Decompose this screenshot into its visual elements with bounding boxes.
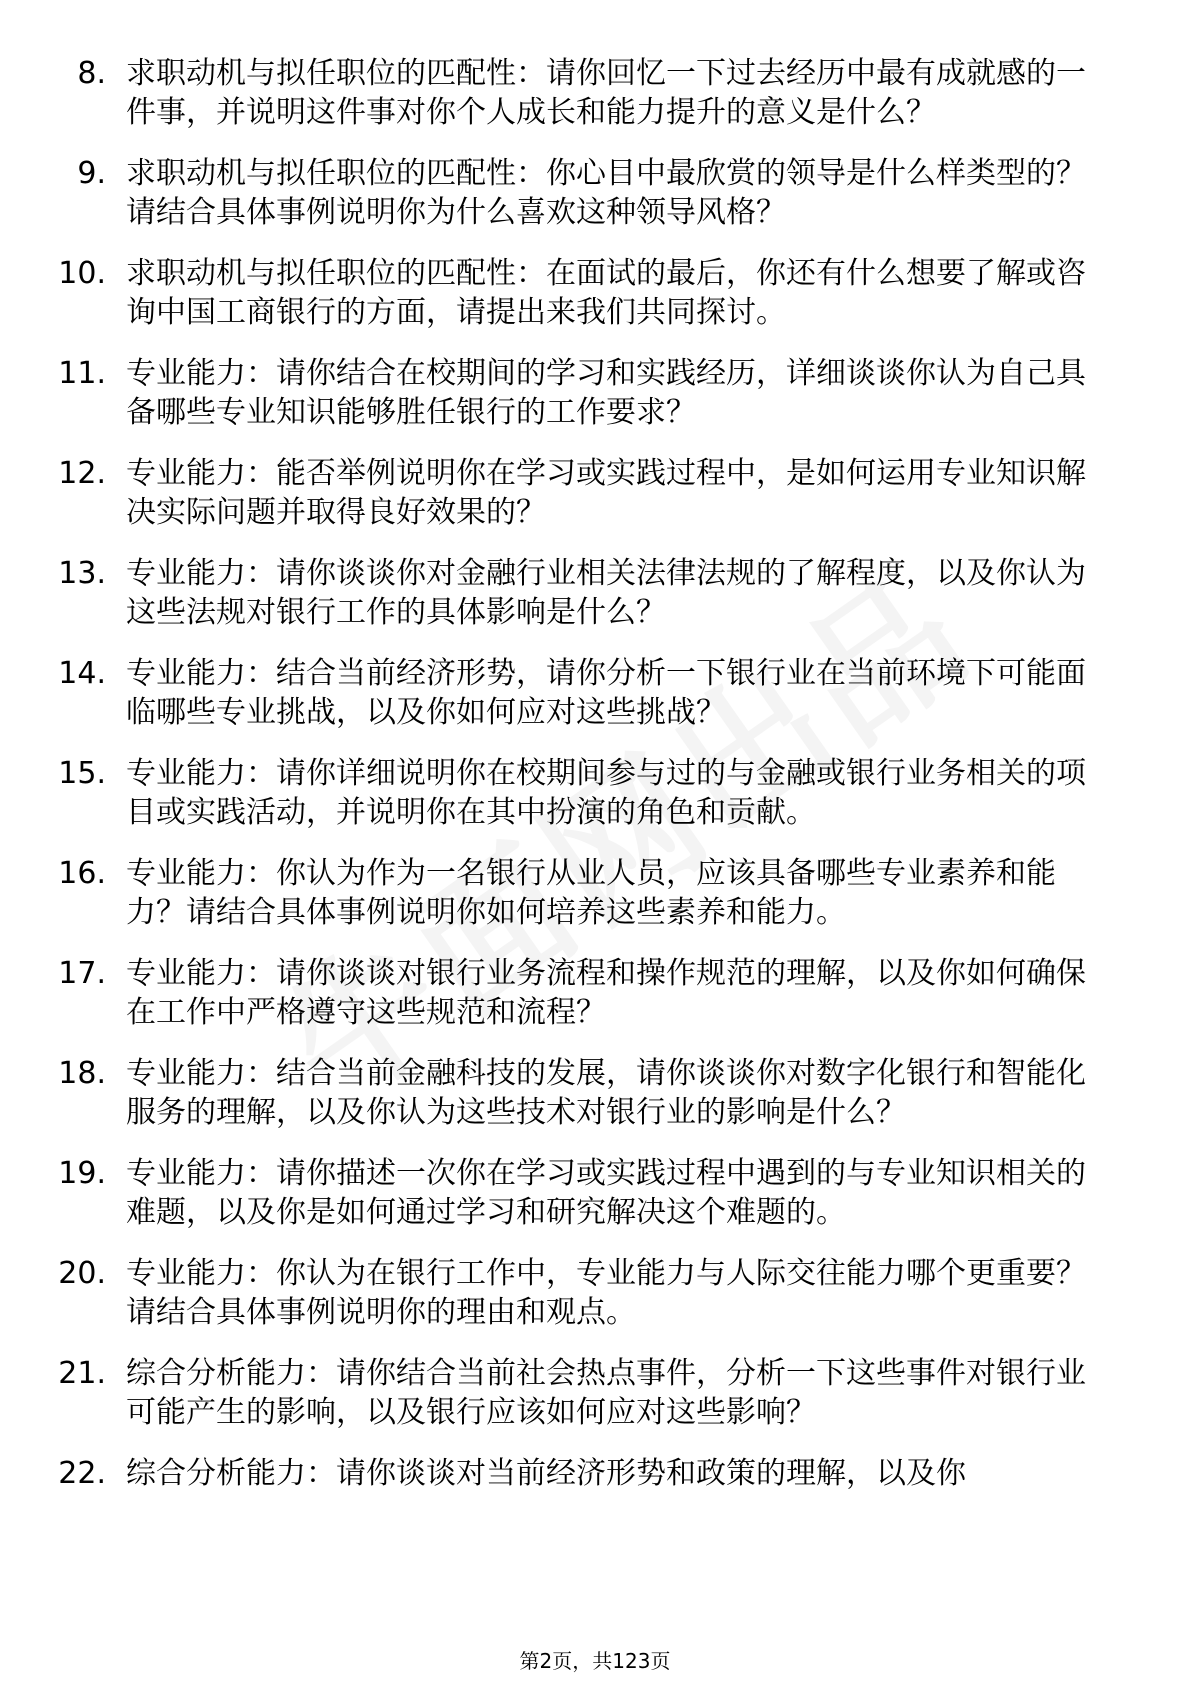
list-item (0, 754, 1190, 832)
question-number: 16. (58, 856, 106, 891)
list-item (0, 1454, 1190, 1493)
list-item (0, 154, 1190, 232)
question-text: 求职动机与拟任职位的匹配性：请你回忆一下过去经历中最有成就感的一件事，并说明这件事对你个人成长和能力提升的意义是什么？ (126, 56, 1086, 130)
question-text: 求职动机与拟任职位的匹配性：在面试的最后，你还有什么想要了解或咨询中国工商银行的方面，请提出来我们共同探讨。 (126, 256, 1086, 330)
page-footer: 第2页，共123页 (519, 1649, 671, 1673)
question-number: 10. (58, 256, 106, 291)
question-text: 专业能力：请你详细说明你在校期间参与过的与金融或银行业务相关的项目或实践活动，并说明你在其中扮演的角色和贡献。 (126, 756, 1086, 830)
question-number: 21. (58, 1356, 106, 1391)
list-item (0, 454, 1190, 532)
list-item (0, 1054, 1190, 1132)
question-text: 专业能力：结合当前金融科技的发展，请你谈谈你对数字化银行和智能化服务的理解，以及你认为这些技术对银行业的影响是什么？ (126, 1056, 1086, 1130)
question-text: 专业能力：结合当前经济形势，请你分析一下银行业在当前环境下可能面临哪些专业挑战，以及你如何应对这些挑战？ (126, 656, 1086, 730)
question-number: 13. (58, 556, 106, 591)
question-text: 求职动机与拟任职位的匹配性：你心目中最欣赏的领导是什么样类型的？请结合具体事例说明你为什么喜欢这种领导风格？ (126, 156, 1086, 230)
question-text: 综合分析能力：请你谈谈对当前经济形势和政策的理解，以及你 (126, 1456, 966, 1491)
list-item (0, 354, 1190, 432)
question-number: 12. (58, 456, 106, 491)
list-item (0, 954, 1190, 1032)
question-text: 专业能力：能否举例说明你在学习或实践过程中，是如何运用专业知识解决实际问题并取得良好效果的？ (126, 456, 1086, 530)
question-text: 专业能力：请你谈谈你对金融行业相关法律法规的了解程度，以及你认为这些法规对银行工作的具体影响是什么？ (126, 556, 1086, 630)
list-item (0, 254, 1190, 332)
list-item (0, 54, 1190, 132)
question-text: 专业能力：请你描述一次你在学习或实践过程中遇到的与专业知识相关的难题，以及你是如何通过学习和研究解决这个难题的。 (126, 1156, 1086, 1230)
question-text: 专业能力：你认为在银行工作中，专业能力与人际交往能力哪个更重要？请结合具体事例说明你的理由和观点。 (126, 1256, 1086, 1330)
question-number: 20. (58, 1256, 106, 1291)
question-number: 18. (58, 1056, 106, 1091)
question-number: 17. (58, 956, 106, 991)
question-number: 9. (77, 156, 106, 191)
list-item (0, 1154, 1190, 1232)
question-number: 11. (58, 356, 106, 391)
question-number: 15. (58, 756, 106, 791)
question-number: 19. (58, 1156, 106, 1191)
question-text: 综合分析能力：请你结合当前社会热点事件，分析一下这些事件对银行业可能产生的影响，以及银行应该如何应对这些影响？ (126, 1356, 1086, 1430)
list-item (0, 654, 1190, 732)
question-number: 8. (77, 56, 106, 91)
question-number: 22. (58, 1456, 106, 1491)
question-list (0, 54, 1190, 1515)
list-item (0, 554, 1190, 632)
question-text: 专业能力：请你结合在校期间的学习和实践经历，详细谈谈你认为自己具备哪些专业知识能够胜任银行的工作要求？ (126, 356, 1086, 430)
list-item (0, 854, 1190, 932)
question-text: 专业能力：请你谈谈对银行业务流程和操作规范的理解，以及你如何确保在工作中严格遵守这些规范和流程？ (126, 956, 1086, 1030)
question-text: 专业能力：你认为作为一名银行从业人员，应该具备哪些专业素养和能力？请结合具体事例说明你如何培养这些素养和能力。 (126, 856, 1056, 930)
list-item (0, 1354, 1190, 1432)
question-number: 14. (58, 656, 106, 691)
list-item (0, 1254, 1190, 1332)
